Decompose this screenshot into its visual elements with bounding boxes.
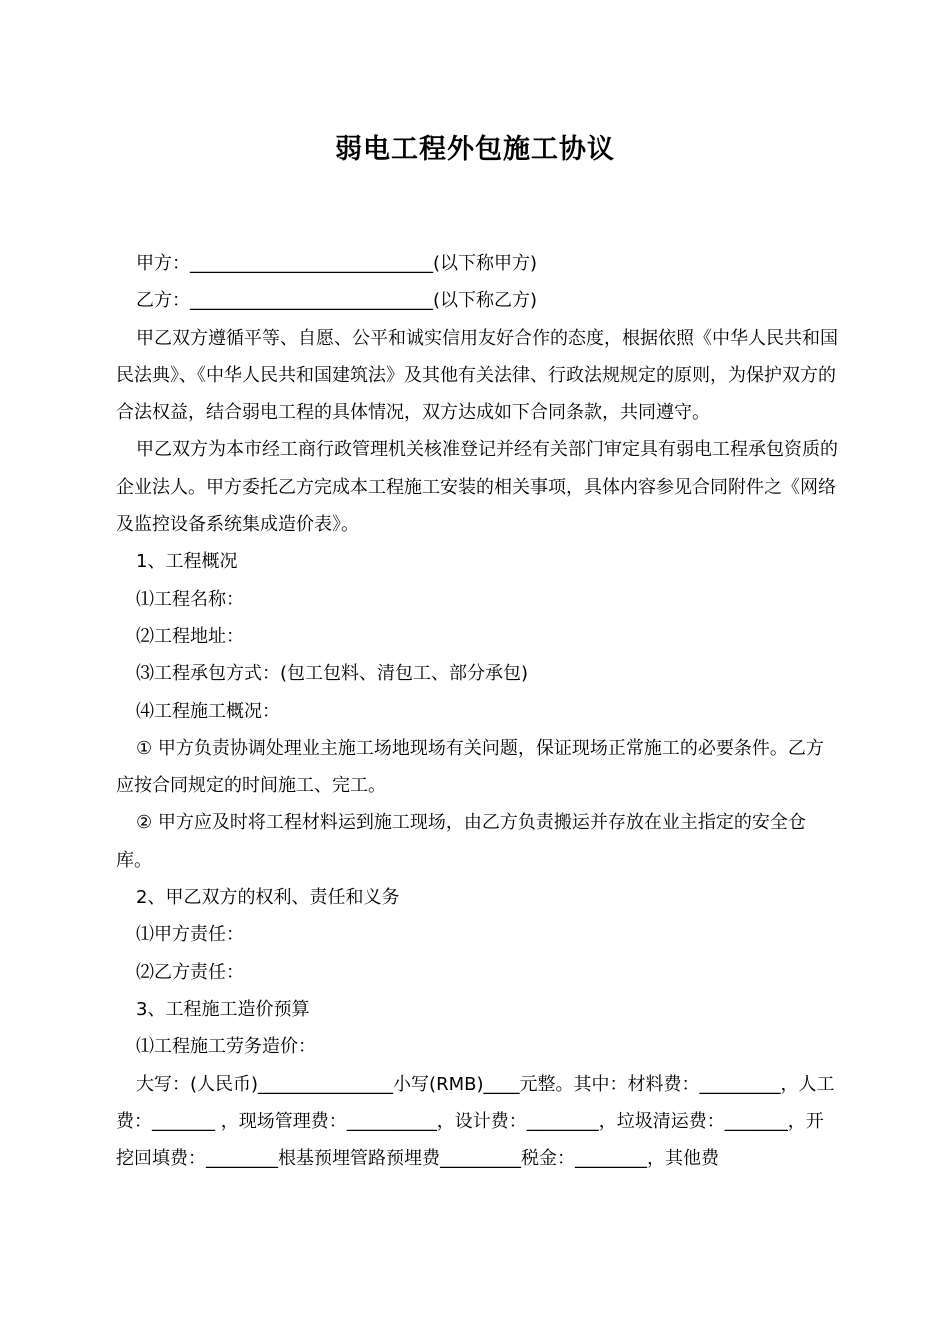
item-2-paragraph: ② 甲方应及时将工程材料运到施工现场，由乙方负责搬运并存放在业主指定的安全仓库。 xyxy=(116,812,806,871)
section-heading-budget: 3、工程施工造价预算 xyxy=(136,998,310,1020)
party-a-line: 甲方：___________________________(以下称甲方) xyxy=(136,253,538,274)
construction-overview-line: ⑷工程施工概况： xyxy=(136,700,280,722)
document-title: 弱电工程外包施工协议 xyxy=(335,134,615,165)
document-body xyxy=(116,245,841,1177)
project-address-line: ⑵工程地址： xyxy=(136,625,244,647)
contract-mode-line: ⑶工程承包方式：(包工包料、清包工、部分承包) xyxy=(136,663,529,685)
qualification-paragraph: 甲乙双方为本市经工商行政管理机关核准登记并经有关部门审定具有弱电工程承包资质的企业法人。甲方委托乙方完成本工程施工安装的相关事项，具体内容参见合同附件之《网络及监控设备系统集成造价表》。 xyxy=(116,439,838,536)
section-heading-project-overview: 1、工程概况 xyxy=(136,551,238,573)
cost-breakdown-paragraph: 大写：(人民币)_______________小写(RMB)____元整。其中：材料费：_________，人工费：_______ ，现场管理费：__________，设计费：________，垃圾清运费：_______，开挖回填费：________根基预埋管路预埋费_________税金：________，其他费 xyxy=(116,1073,835,1170)
section-heading-rights: 2、甲乙双方的权利、责任和义务 xyxy=(136,887,400,909)
preamble-paragraph: 甲乙双方遵循平等、自愿、公平和诚实信用友好合作的态度，根据依照《中华人民共和国民法典》、《中华人民共和国建筑法》及其他有关法律、行政法规规定的原则，为保护双方的合法权益，结合弱电工程的具体情况，双方达成如下合同条款，共同遵守。 xyxy=(116,327,838,424)
party-b-duties-line: ⑵乙方责任： xyxy=(136,961,244,983)
party-b-line: 乙方：___________________________(以下称乙方) xyxy=(136,290,538,312)
labor-cost-line: ⑴工程施工劳务造价： xyxy=(136,1036,316,1058)
item-1-paragraph: ① 甲方负责协调处理业主施工场地现场有关问题，保证现场正常施工的必要条件。乙方应按合同规定的时间施工、完工。 xyxy=(116,737,824,797)
party-a-duties-line: ⑴甲方责任： xyxy=(136,924,244,946)
project-name-line: ⑴工程名称： xyxy=(136,588,244,610)
